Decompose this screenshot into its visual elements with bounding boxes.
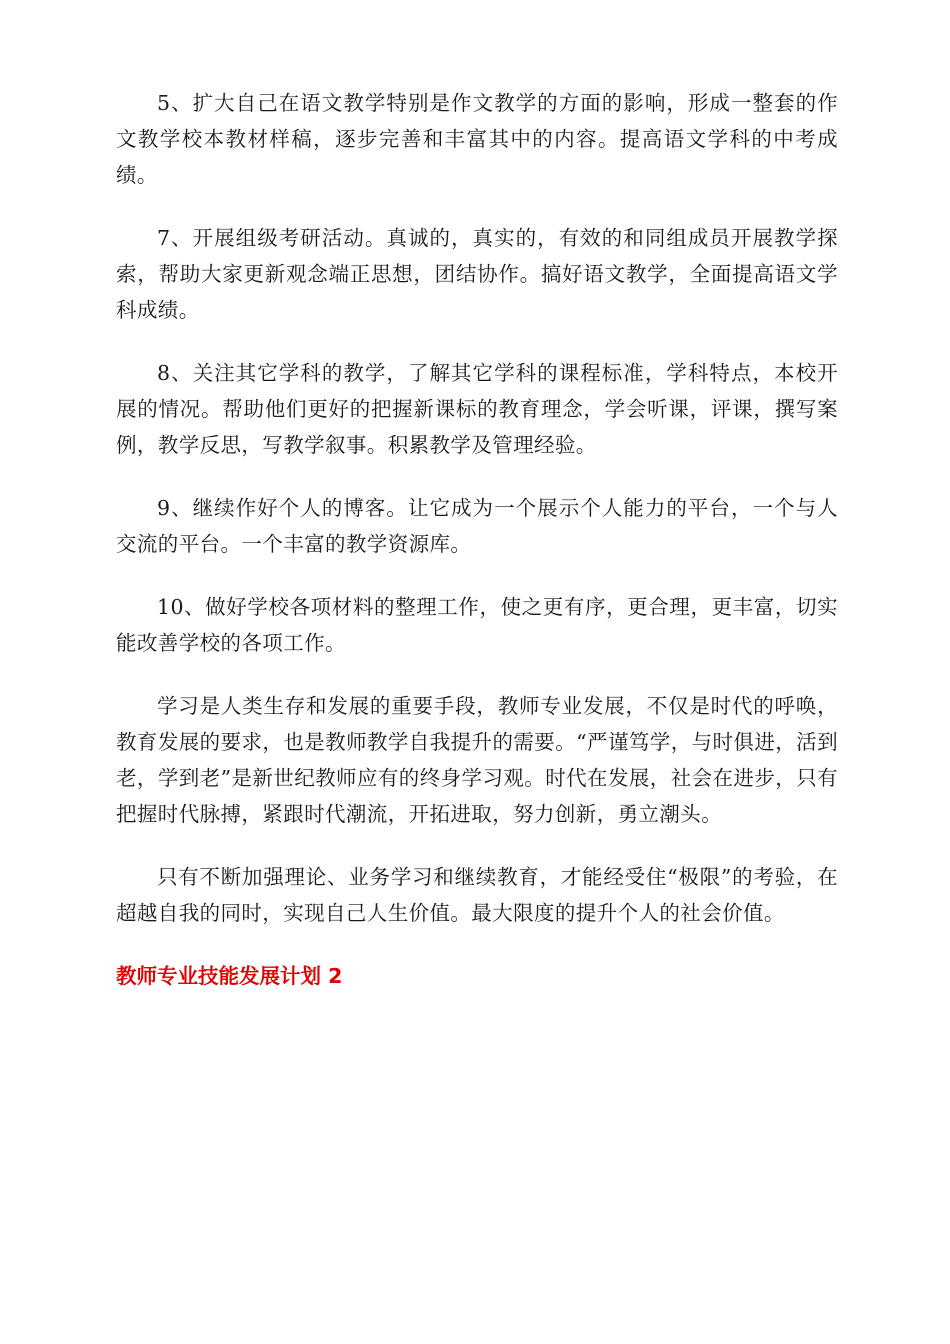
paragraph-item-5: 5、扩大自己在语文教学特别是作文教学的方面的影响，形成一整套的作文教学校本教材样稿，逐步完善和丰富其中的内容。提高语文学科的中考成绩。	[116, 91, 838, 187]
paragraph-learning: 学习是人类生存和发展的重要手段，教师专业发展，不仅是时代的呼唤，教育发展的要求，也是教师教学自我提升的需要。“严谨笃学，与时俱进，活到老，学到老”是新世纪教师应有的终身学习观。时代在发展，社会在进步，只有把握时代脉搏，紧跟时代潮流，开拓进取，努力创新，勇立潮头。	[116, 694, 838, 826]
paragraph-item-8: 8、关注其它学科的教学，了解其它学科的课程标准，学科特点，本校开展的情况。帮助他们更好的把握新课标的教育理念，学会听课，评课，撰写案例，教学反思，写教学叙事。积累教学及管理经验。	[116, 361, 838, 457]
paragraph-conclusion: 只有不断加强理论、业务学习和继续教育，才能经受住“极限”的考验，在超越自我的同时，实现自己人生价值。最大限度的提升个人的社会价值。	[116, 865, 838, 925]
paragraph-item-10: 10、做好学校各项材料的整理工作，使之更有序，更合理，更丰富，切实能改善学校的各项工作。	[116, 595, 838, 655]
paragraph-item-7: 7、开展组级考研活动。真诚的，真实的，有效的和同组成员开展教学探索，帮助大家更新观念端正思想，团结协作。搞好语文教学，全面提高语文学科成绩。	[116, 226, 838, 322]
paragraph-item-9: 9、继续作好个人的博客。让它成为一个展示个人能力的平台，一个与人交流的平台。一个丰富的教学资源库。	[116, 496, 838, 556]
section-heading: 教师专业技能发展计划 2	[116, 964, 343, 988]
